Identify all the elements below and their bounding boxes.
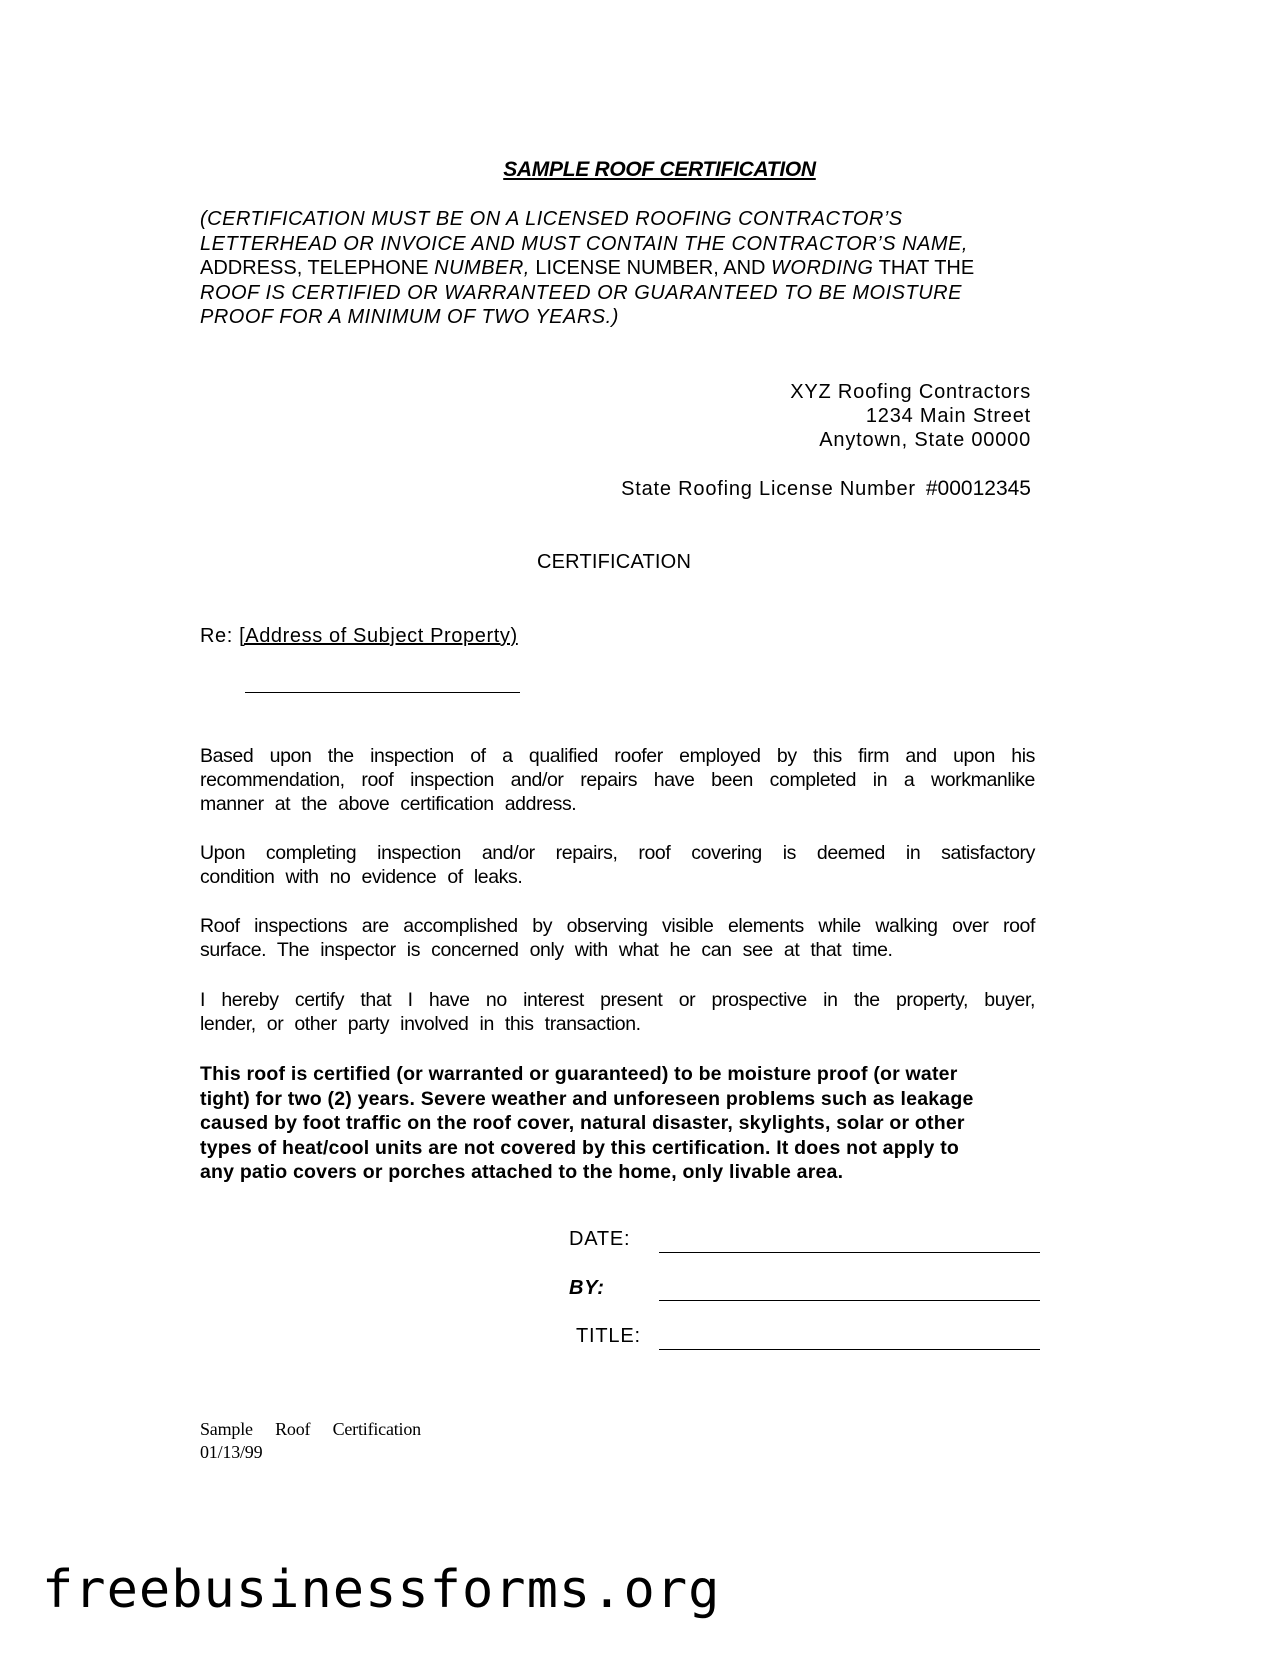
warranty-line: tight) for two (2) years. Severe weather and unforeseen problems such as leakage xyxy=(200,1087,974,1110)
instructions-block xyxy=(200,207,1030,330)
instructions-line-3-part-c: LICENSE NUMBER, AND xyxy=(529,257,772,279)
date-field-line[interactable] xyxy=(659,1252,1040,1253)
paragraph-line: condition with no evidence of leaks. xyxy=(200,866,523,888)
re-line xyxy=(200,625,518,648)
contractor-city-state: Anytown, State 00000 xyxy=(819,429,1031,451)
paragraph-line: surface. The inspector is concerned only with what he can see at that time. xyxy=(200,939,893,961)
title-label: TITLE: xyxy=(576,1325,641,1347)
paragraph-line: recommendation, roof inspection and/or repairs have been completed in a workmanlike xyxy=(200,769,1035,791)
instructions-line-1: (CERTIFICATION MUST BE ON A LICENSED ROOFING CONTRACTOR’S xyxy=(200,208,903,230)
contractor-street: 1234 Main Street xyxy=(865,405,1031,427)
footer-form-name: Sample Roof Certification xyxy=(200,1419,421,1439)
paragraph-inspection-basis xyxy=(200,744,1035,816)
paragraph-roof-condition xyxy=(200,841,1035,889)
contractor-name: XYZ Roofing Contractors xyxy=(790,381,1031,403)
warranty-line: caused by foot traffic on the roof cover, natural disaster, skylights, solar or other xyxy=(200,1112,965,1134)
paragraph-inspection-method xyxy=(200,914,1035,962)
warranty-line: types of heat/cool units are not covered by this certification. It does not apply to xyxy=(200,1136,959,1159)
instructions-line-3 xyxy=(200,256,1030,281)
footer-form-date: 01/13/99 xyxy=(200,1442,263,1462)
document-title: SAMPLE ROOF CERTIFICATION xyxy=(503,158,816,181)
address-blank-line xyxy=(245,692,520,693)
re-prefix: Re: xyxy=(200,625,240,647)
by-label: BY: xyxy=(569,1277,605,1299)
instructions-line-3-part-d: WORDING xyxy=(771,257,874,279)
paragraph-line: I hereby certify that I have no interest present or prospective in the property, buyer, xyxy=(200,989,1035,1011)
instructions-line-3-part-e: THAT THE xyxy=(873,257,975,279)
title-field-line[interactable] xyxy=(659,1349,1040,1350)
instructions-line-2: LETTERHEAD OR INVOICE AND MUST CONTAIN THE CONTRACTOR’S NAME, xyxy=(200,232,968,255)
instructions-line-3-part-a: ADDRESS, TELEPHONE xyxy=(200,257,435,279)
warranty-statement xyxy=(200,1062,1035,1185)
license-number: #00012345 xyxy=(925,477,1031,500)
footer-note xyxy=(200,1418,421,1464)
by-field-line[interactable] xyxy=(659,1300,1040,1301)
paragraph-line: Upon completing inspection and/or repairs, roof covering is deemed in satisfactory xyxy=(200,842,1035,864)
paragraph-line: manner at the above certification address. xyxy=(200,793,577,815)
warranty-line: This roof is certified (or warranted or guaranteed) to be moisture proof (or water xyxy=(200,1063,958,1085)
date-label: DATE: xyxy=(569,1228,631,1250)
paragraph-line: Roof inspections are accomplished by observing visible elements while walking over roof xyxy=(200,915,1035,937)
warranty-line: any patio covers or porches attached to the home, only livable area. xyxy=(200,1161,844,1183)
license-line xyxy=(621,477,1031,501)
paragraph-line: lender, or other party involved in this transaction. xyxy=(200,1013,641,1035)
subject-property-address: [Address of Subject Property) xyxy=(239,625,518,647)
paragraph-line: Based upon the inspection of a qualified roofer employed by this firm and upon his xyxy=(200,745,1035,767)
instructions-line-4: ROOF IS CERTIFIED OR WARRANTEED OR GUARANTEED TO BE MOISTURE xyxy=(200,281,962,304)
certification-heading: CERTIFICATION xyxy=(537,551,692,573)
contractor-address-block xyxy=(790,380,1031,452)
instructions-line-3-part-b: NUMBER, xyxy=(434,257,530,279)
license-label: State Roofing License Number xyxy=(621,478,916,500)
paragraph-no-interest xyxy=(200,988,1035,1036)
instructions-line-5: PROOF FOR A MINIMUM OF TWO YEARS.) xyxy=(200,306,619,328)
watermark: freebusinessforms.org xyxy=(42,1560,721,1620)
